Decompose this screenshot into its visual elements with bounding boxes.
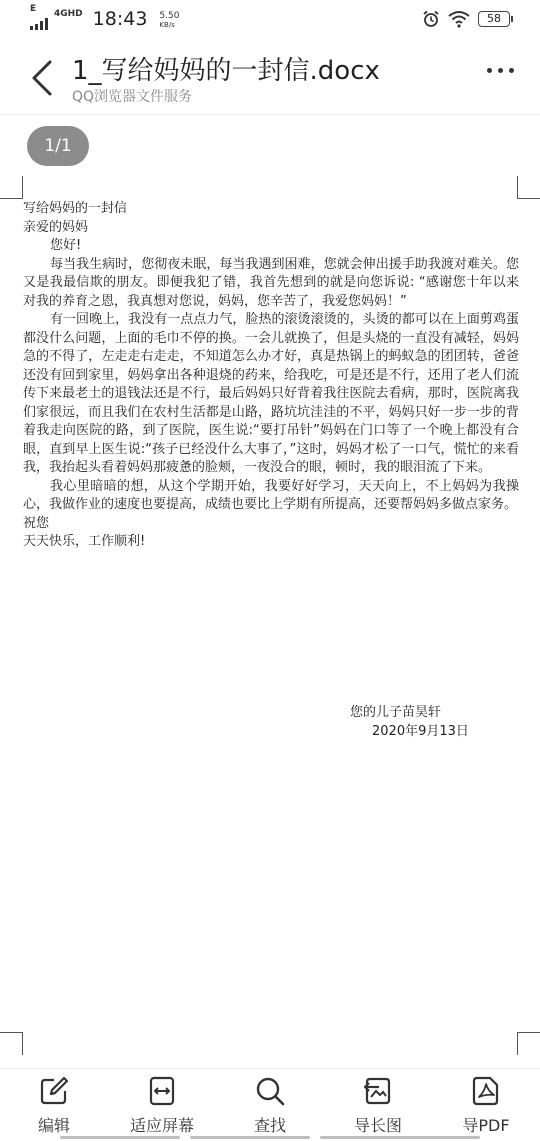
net-speed-unit: KB/s	[159, 21, 175, 29]
page-corner-mark	[517, 176, 540, 199]
battery-icon	[478, 11, 510, 27]
page-indicator: 1/1	[27, 126, 89, 166]
document-source: QQ浏览器文件服务	[72, 89, 193, 105]
back-arrow-icon	[28, 58, 58, 98]
edit-icon	[38, 1075, 70, 1107]
header-divider	[0, 114, 540, 115]
search-button[interactable]	[216, 1075, 324, 1136]
more-options-button[interactable]	[487, 68, 514, 73]
letter-closing: 祝您	[23, 515, 50, 531]
dot-icon	[498, 68, 503, 73]
status-left	[30, 4, 180, 30]
alarm-icon	[422, 10, 440, 28]
gesture-bar	[0, 1136, 540, 1140]
back-button[interactable]	[28, 58, 58, 98]
status-time: 18:43	[92, 8, 148, 30]
net-speed	[155, 12, 179, 30]
sim-label: E	[30, 4, 37, 14]
letter-paragraph: 每当我生病时，您彻夜未眠，每当我遇到困难，您就会伸出援手助我渡对难关。您又是我最信欺的朋友。即便我犯了错，我首先想到的就是向您诉说: “感谢您十年以来对我的养育之恩，我真想对您说，妈妈，您辛苦了，我爱您妈妈！”	[23, 256, 519, 309]
search-icon	[254, 1075, 286, 1107]
network-type: 4GHD	[54, 9, 83, 19]
export-image-icon	[362, 1075, 394, 1107]
status-bar	[0, 0, 540, 40]
net-speed-value: 5.50	[159, 11, 180, 21]
dot-icon	[487, 68, 492, 73]
edit-button[interactable]	[0, 1075, 108, 1136]
export-pdf-button[interactable]	[432, 1075, 540, 1136]
letter-paragraph: 有一回晚上，我没有一点点力气，脸热的滚烫滚烫的，头烫的都可以在上面剪鸡蛋都没什么问题，上面的毛巾不停的换。一会儿就换了，但是头烧的一直没有减轻，妈妈急的不得了，左走走右走走，不知道怎么办才好，真是热锅上的蚂蚁急的团团转，爸爸还没有回到家里，妈妈拿出各种退烧的药来，给我吃，可是还是不行，还用了老人们流传下来最老土的退钱法还是不行，最后妈妈只好背着我往医院去看病，那时，医院离我们家很远，而且我们在农村生活都是山路，路坑坑洼洼的不平，妈妈只好一步一步的背着我走向医院的路，到了医院，医生说:“要打吊针”妈妈在门口等了一个晚上都没有合眼，直到早上医生说:“孩子已经没什么大事了，”这时，妈妈才松了一口气，慌忙的来看我，我抬起头看着妈妈那疲惫的脸颊，一夜没合的眼，顿时，我的眼泪流了下来。	[23, 312, 519, 475]
export-image-label: 导长图	[353, 1116, 402, 1135]
wifi-icon	[448, 10, 470, 28]
battery-level: 58	[487, 12, 501, 25]
export-pdf-label: 导PDF	[462, 1116, 510, 1135]
letter-title: 写给妈妈的一封信	[23, 201, 128, 216]
letter-greeting: 您好!	[50, 238, 82, 253]
export-image-button[interactable]	[324, 1075, 432, 1136]
letter-signature-block	[350, 704, 469, 741]
letter-salutation: 亲爱的妈妈	[23, 219, 89, 235]
search-label: 查找	[253, 1116, 286, 1135]
document-title: 1_写给妈妈的一封信.docx	[72, 56, 380, 86]
bottom-toolbar	[0, 1068, 540, 1141]
title-bar	[0, 40, 540, 112]
page-corner-mark	[0, 176, 23, 199]
fit-screen-icon	[146, 1075, 178, 1107]
letter-date: 2020年9月13日	[372, 723, 469, 739]
status-right	[422, 10, 510, 28]
letter-signature: 您的儿子苗昊轩	[350, 705, 442, 720]
dot-icon	[509, 68, 514, 73]
fit-screen-button[interactable]	[108, 1075, 216, 1136]
page-corner-mark	[517, 1032, 540, 1055]
export-pdf-icon	[470, 1075, 502, 1107]
signal-icon	[30, 4, 48, 30]
fit-screen-label: 适应屏幕	[129, 1116, 194, 1135]
document-body[interactable]	[23, 200, 519, 552]
letter-paragraph: 我心里暗暗的想，从这个学期开始，我要好好学习，天天向上，不上妈妈为我操心，我做作业的速度也要提高，成绩也要比上学期有所提高，还要帮妈妈多做点家务。	[23, 478, 519, 512]
letter-wish: 天天快乐，工作顺利!	[23, 534, 146, 549]
page-corner-mark	[0, 1032, 23, 1055]
edit-label: 编辑	[37, 1116, 70, 1135]
